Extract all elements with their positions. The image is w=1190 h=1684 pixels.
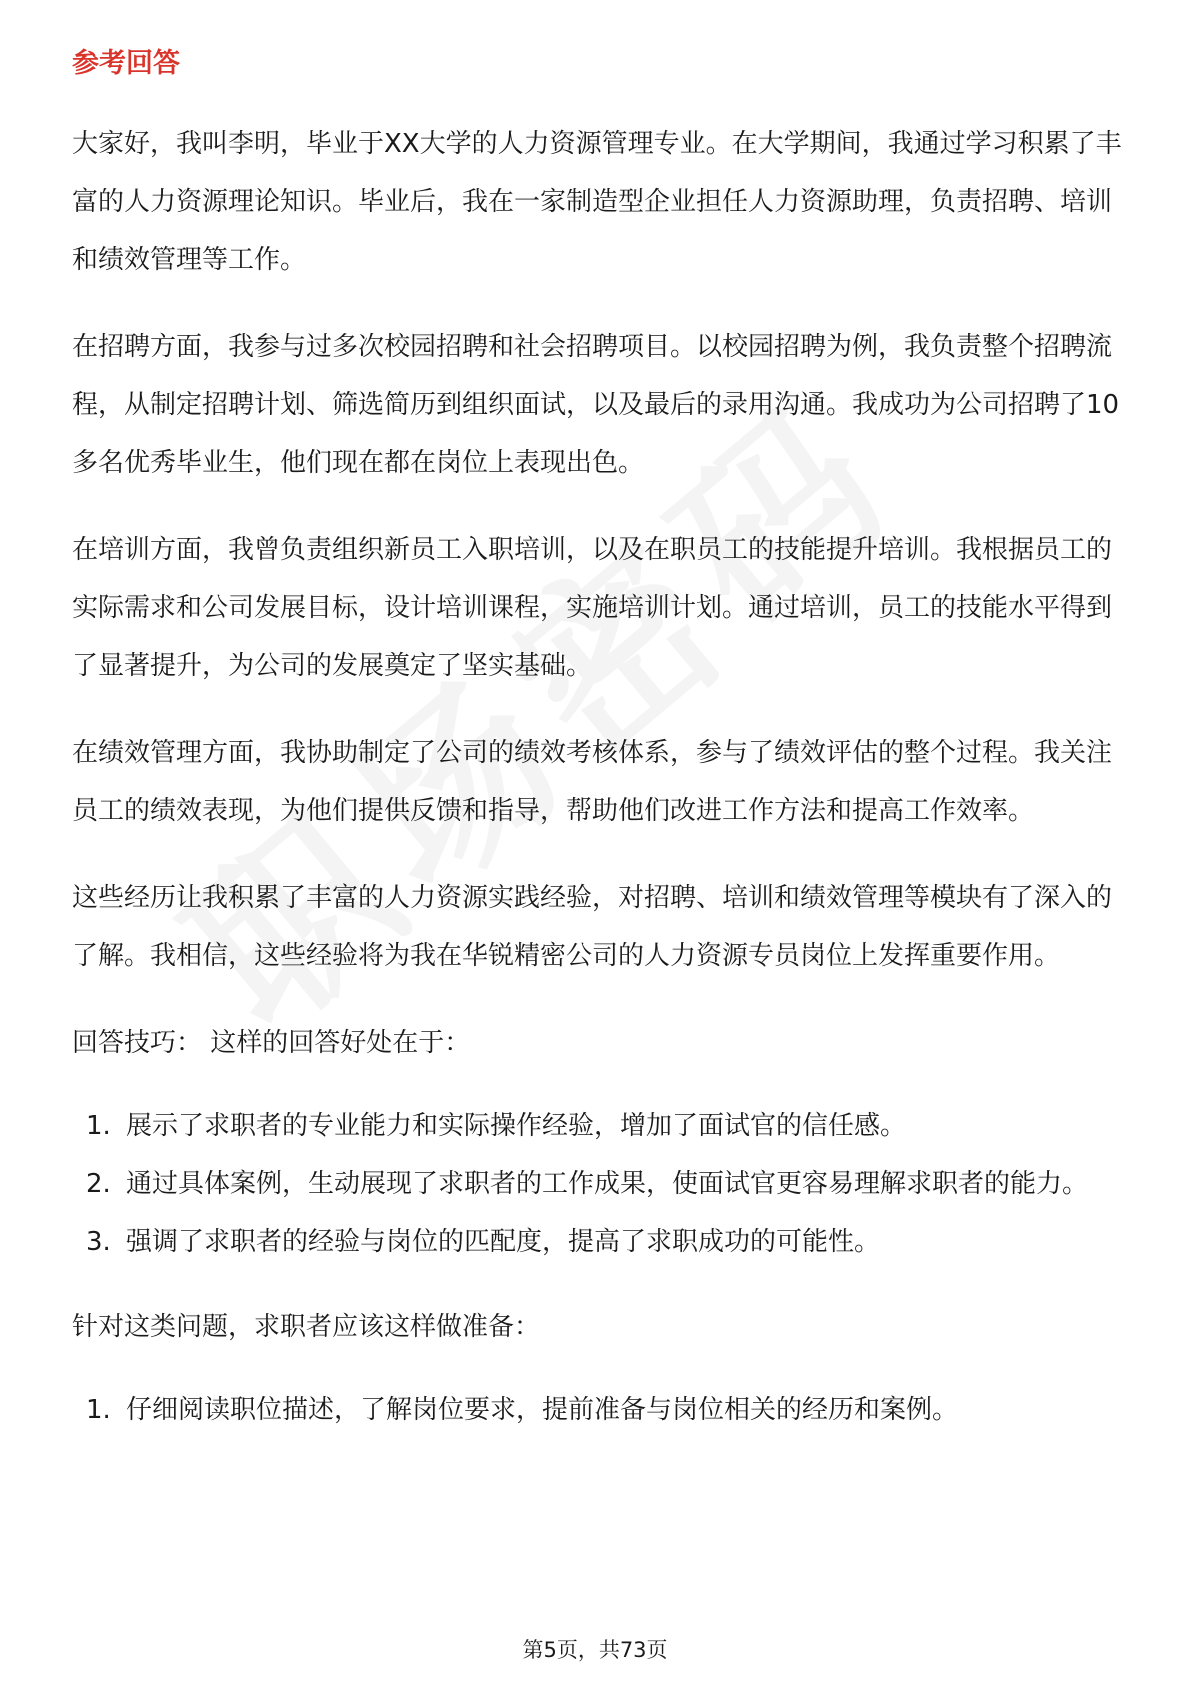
list-item (72, 1155, 1122, 1213)
answer-paragraph-performance: 在绩效管理方面，我协助制定了公司的绩效考核体系，参与了绩效评估的整个过程。我关注员工的绩效表现，为他们提供反馈和指导，帮助他们改进工作方法和提高工作效率。 (72, 738, 1113, 826)
list-item (72, 1097, 1122, 1155)
list-item-number: 1. (86, 1111, 111, 1141)
answer-paragraph-intro: 大家好，我叫李明，毕业于XX大学的人力资源管理专业。在大学期间，我通过学习积累了丰富的人力资源理论知识。毕业后，我在一家制造型企业担任人力资源助理，负责招聘、培训和绩效管理等工作。 (72, 129, 1122, 275)
list-item (72, 1213, 1122, 1271)
list-item-number: 3. (86, 1227, 111, 1257)
list-item-text: 仔细阅读职位描述，了解岗位要求，提前准备与岗位相关的经历和案例。 (126, 1395, 959, 1425)
answer-paragraph-training: 在培训方面，我曾负责组织新员工入职培训，以及在职员工的技能提升培训。我根据员工的实际需求和公司发展目标，设计培训课程，实施培训计划。通过培训，员工的技能水平得到了显著提升，为公司的发展奠定了坚实基础。 (72, 535, 1113, 681)
answer-paragraph-recruiting: 在招聘方面，我参与过多次校园招聘和社会招聘项目。以校园招聘为例，我负责整个招聘流程，从制定招聘计划、筛选简历到组织面试，以及最后的录用沟通。我成功为公司招聘了10多名优秀毕业生，他们现在都在岗位上表现出色。 (72, 332, 1120, 478)
list-item-text: 展示了求职者的专业能力和实际操作经验，增加了面试官的信任感。 (126, 1111, 907, 1141)
page-footer: 第5页，共73页 (522, 1638, 668, 1662)
list-item-number: 1. (86, 1395, 111, 1425)
list-item-number: 2. (86, 1169, 111, 1199)
prep-list (72, 1381, 1122, 1439)
answer-paragraph-summary: 这些经历让我积累了丰富的人力资源实践经验，对招聘、培训和绩效管理等模块有了深入的了解。我相信，这些经验将为我在华锐精密公司的人力资源专员岗位上发挥重要作用。 (72, 883, 1113, 971)
tips-label: 回答技巧： 这样的回答好处在于： (72, 1028, 471, 1058)
document-content (72, 44, 1122, 1466)
list-item-text: 通过具体案例，生动展现了求职者的工作成果，使面试官更容易理解求职者的能力。 (126, 1169, 1089, 1199)
list-item-text: 强调了求职者的经验与岗位的匹配度，提高了求职成功的可能性。 (126, 1227, 881, 1257)
prep-label: 针对这类问题，求职者应该这样做准备： (72, 1312, 541, 1342)
section-heading: 参考回答 (72, 48, 180, 79)
list-item (72, 1381, 1122, 1439)
tips-list (72, 1097, 1122, 1271)
